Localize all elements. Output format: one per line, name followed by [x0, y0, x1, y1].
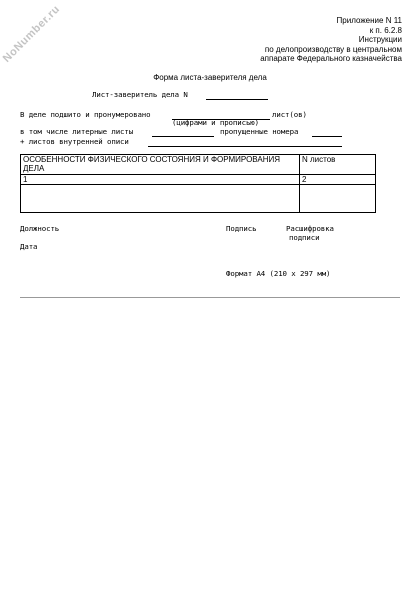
inventory-line	[148, 146, 342, 147]
transcript-label-2: подписи	[289, 233, 320, 242]
appendix-block	[260, 16, 402, 64]
watermark: NoNumber.ru	[0, 3, 63, 65]
missing-line	[312, 136, 342, 137]
col2-empty-cell	[300, 185, 376, 213]
position-label: Должность	[20, 224, 60, 233]
format-note: Формат А4 (210 x 297 мм)	[226, 269, 331, 278]
sheets-suffix: лист(ов)	[272, 110, 307, 119]
lettered-line	[152, 136, 214, 137]
form-title: Форма листа-заверителя дела	[153, 73, 267, 82]
appendix-line-5: аппарате Федерального казначейства	[260, 54, 402, 64]
lettered-label: в том числе литерные листы	[20, 127, 134, 136]
col1-empty-cell	[21, 185, 300, 213]
condition-table	[20, 154, 376, 213]
col1-number: 1	[21, 175, 300, 185]
table-row	[21, 185, 376, 213]
appendix-line-3: Инструкции	[358, 35, 402, 45]
col1-header: ОСОБЕННОСТИ ФИЗИЧЕСКОГО СОСТОЯНИЯ И ФОРМИРОВАНИЯ ДЕЛА	[21, 155, 300, 175]
appendix-line-4: по делопроизводству в центральном	[264, 44, 402, 54]
table-number-row	[21, 175, 376, 185]
col2-number: 2	[300, 175, 376, 185]
filed-label: В деле подшито и пронумеровано	[20, 110, 151, 119]
sheet-number-label: Лист-заверитель дела N	[92, 90, 188, 99]
appendix-line-2: к п. 6.2.8	[369, 25, 402, 35]
missing-label: пропущенные номера	[220, 127, 299, 136]
table-header-row	[21, 155, 376, 175]
appendix-line-1: Приложение N 11	[336, 16, 402, 25]
inventory-label: + листов внутренней описи	[20, 137, 129, 146]
signature-label: Подпись	[226, 224, 257, 233]
col2-header: N листов	[300, 155, 376, 175]
bottom-rule	[20, 297, 400, 298]
transcript-label-1: Расшифровка	[286, 224, 334, 233]
date-label: Дата	[20, 242, 38, 251]
sheet-number-line	[206, 99, 268, 100]
figures-hint: (цифрами и прописью)	[172, 118, 259, 127]
